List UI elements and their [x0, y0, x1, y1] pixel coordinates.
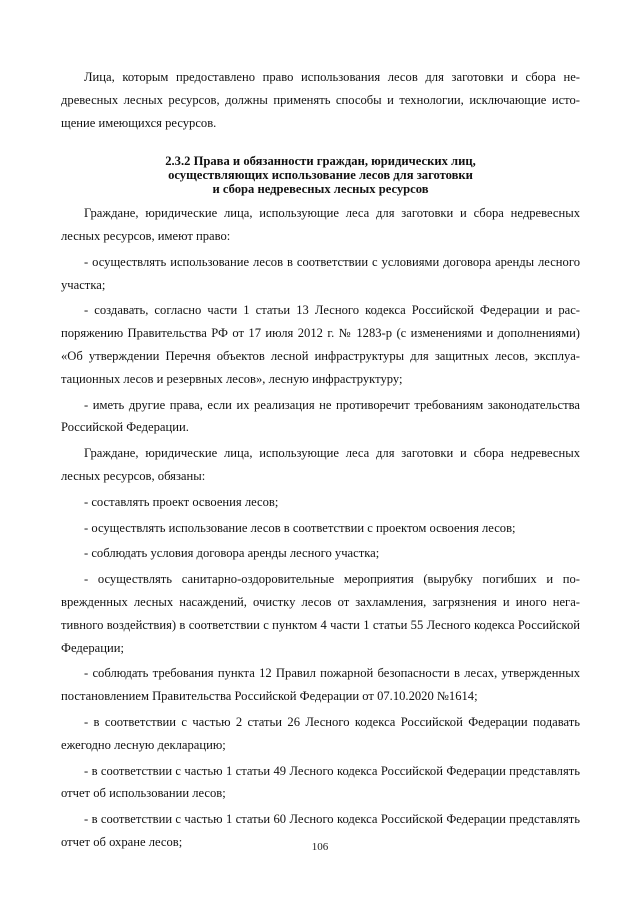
duty-item-follow-project: - осуществлять использование лесов в соответствии с проектом освоения лесов; [84, 520, 516, 535]
section-heading-line-2: осуществляющих использование лесов для заготовки [168, 167, 473, 182]
right-item-lease-use: - осуществлять использование лесов в соответствии с условиями договора аренды лесного участка; [61, 254, 580, 292]
duty-item-project: - составлять проект освоения лесов; [84, 494, 279, 509]
section-heading [61, 155, 580, 196]
document-page [61, 66, 580, 857]
page-number: 106 [311, 841, 329, 853]
duty-item-usage-report: - в соответствии с частью 1 статьи 49 Лесного кодекса Российской Федерации представлять отчет об использовании лесов; [61, 763, 580, 801]
duty-item-declaration: - в соответствии с частью 2 статьи 26 Лесного кодекса Российской Федерации подавать ежегодно лесную декларацию; [61, 714, 580, 752]
section-heading-line-3: и сбора недревесных лесных ресурсов [212, 181, 429, 196]
duty-item-sanitary: - осуществлять санитарно-оздоровительные мероприятия (вырубку погибших и поврежденных лесных насаждений, очистку лесов от захламления, загрязнения и иного негативного воздействия) в соответствии с пунктом 4 части 1 статьи 55 Лесного кодекса Российской Федерации; [61, 572, 580, 655]
rights-intro-paragraph: Граждане, юридические лица, использующие леса для заготовки и сбора недревесных лесных ресурсов, имеют право: [61, 206, 580, 243]
section-heading-line-1: 2.3.2 Права и обязанности граждан, юридических лиц, [165, 154, 476, 169]
right-item-other-rights: - иметь другие права, если их реализация не противоречит требованиям законодательства Российской Федерации. [61, 397, 580, 435]
duty-item-protection-report: - в соответствии с частью 1 статьи 60 Лесного кодекса Российской Федерации представлять отчет об охране лесов; [61, 812, 580, 849]
duties-intro-paragraph: Граждане, юридические лица, использующие леса для заготовки и сбора недревесных лесных ресурсов, обязаны: [61, 446, 580, 483]
right-item-infrastructure: - создавать, согласно части 1 статьи 13 Лесного кодекса Российской Федерации и распоряжению Правительства РФ от 17 июля 2012 г. № 1283-р (с изменениями и дополнениями) «Об утверждении Перечня объектов лесной инфраструктуры для защитных лесов, эксплуатационных лесов и резервных лесов», лесную инфраструктуру; [61, 303, 580, 386]
intro-paragraph: Лица, которым предоставлено право использования лесов для заготовки и сбора недревесных лесных ресурсов, должны применять способы и технологии, исключающие истощение имеющихся ресурсов. [61, 70, 580, 130]
duty-item-fire-safety: - соблюдать требования пункта 12 Правил пожарной безопасности в лесах, утвержденных постановлением Правительства Российской Федерации от 07.10.2020 №1614; [61, 666, 580, 704]
duty-item-lease-terms: - соблюдать условия договора аренды лесного участка; [84, 546, 380, 561]
